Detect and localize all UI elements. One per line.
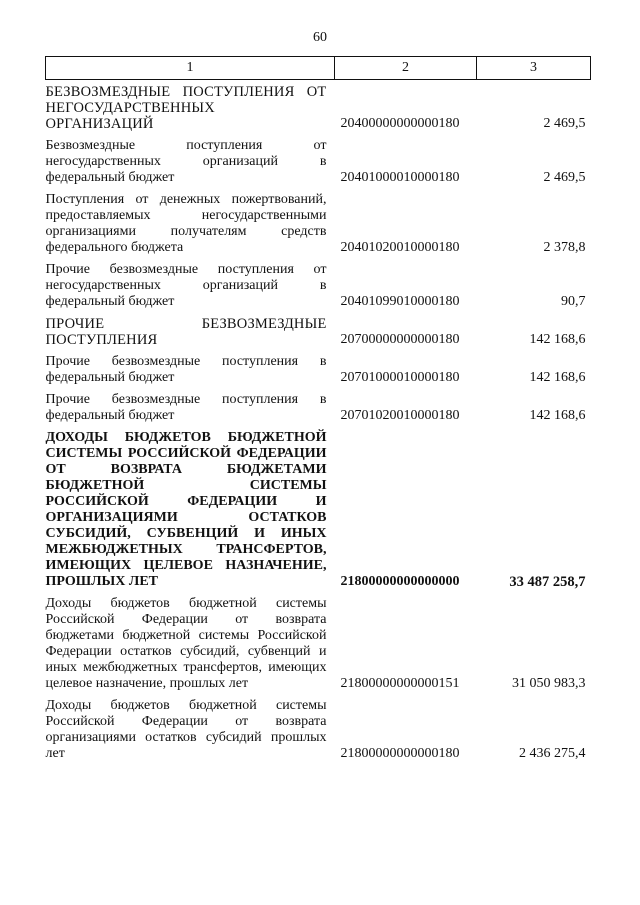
row-description: Прочие безвозмездные поступления в федеральный бюджет	[45, 354, 327, 385]
row-code: 20701000010000180	[340, 370, 460, 385]
row-description: ПРОЧИЕ БЕЗВОЗМЕЗДНЫЕ ПОСТУПЛЕНИЯ	[45, 316, 327, 348]
table-row	[46, 310, 591, 348]
table-row	[46, 424, 591, 590]
row-description: Прочие безвозмездные поступления от негосударственных организаций в федеральный бюджет	[45, 262, 327, 309]
table-row	[46, 386, 591, 424]
table-row	[46, 590, 591, 692]
row-code: 20701020010000180	[340, 408, 460, 423]
page-number: 60	[313, 30, 327, 45]
row-code: 20401020010000180	[340, 240, 460, 255]
table-row	[46, 80, 591, 133]
row-amount: 90,7	[561, 294, 586, 309]
row-description: Прочие безвозмездные поступления в федеральный бюджет	[45, 392, 327, 423]
row-amount: 2 469,5	[543, 116, 586, 131]
row-code: 20400000000000180	[340, 116, 460, 131]
row-amount: 142 168,6	[529, 332, 586, 347]
table-header-row	[46, 57, 591, 80]
row-description: ДОХОДЫ БЮДЖЕТОВ БЮДЖЕТНОЙ СИСТЕМЫ РОССИЙСКОЙ ФЕДЕРАЦИИ ОТ ВОЗВРАТА БЮДЖЕТАМИ БЮДЖЕТНОЙ СИСТЕМЫ РОССИЙСКОЙ ФЕДЕРАЦИИ И ОРГАНИЗАЦИЯМИ ОСТАТКОВ СУБСИДИЙ, СУБВЕНЦИЙ И ИНЫХ МЕЖБЮДЖЕТНЫХ ТРАНСФЕРТОВ, ИМЕЮЩИХ ЦЕЛЕВОЕ НАЗНАЧЕНИЕ, ПРОШЛЫХ ЛЕТ	[45, 430, 327, 589]
table-row	[46, 692, 591, 762]
table-row	[46, 132, 591, 186]
table-row	[46, 256, 591, 310]
row-code: 21800000000000000	[340, 574, 460, 589]
column-header-3: 3	[477, 57, 591, 80]
row-code: 20700000000000180	[340, 332, 460, 347]
row-description: Доходы бюджетов бюджетной системы Российской Федерации от возврата бюджетами бюджетной системы Российской Федерации остатков субсидий, субвенций и иных межбюджетных трансфертов, имеющих целевое назначение, прошлых лет	[45, 596, 327, 691]
column-header-1: 1	[46, 57, 335, 80]
row-code: 21800000000000151	[340, 676, 460, 691]
row-code: 20401000010000180	[340, 170, 460, 185]
row-amount: 31 050 983,3	[512, 676, 586, 691]
row-amount: 142 168,6	[529, 408, 586, 423]
table-row	[46, 348, 591, 386]
row-description: Поступления от денежных пожертвований, предоставляемых негосударственными организациями получателям средств федерального бюджета	[45, 192, 327, 255]
row-code: 20401099010000180	[340, 294, 460, 309]
row-description: Доходы бюджетов бюджетной системы Российской Федерации от возврата организациями остатков субсидий прошлых лет	[45, 698, 327, 761]
column-header-2: 2	[335, 57, 477, 80]
row-amount: 142 168,6	[529, 370, 586, 385]
row-description: БЕЗВОЗМЕЗДНЫЕ ПОСТУПЛЕНИЯ ОТ НЕГОСУДАРСТВЕННЫХ ОРГАНИЗАЦИЙ	[45, 84, 327, 132]
row-amount: 2 436 275,4	[519, 746, 586, 761]
row-amount: 2 378,8	[543, 240, 586, 255]
row-code: 21800000000000180	[340, 746, 460, 761]
row-amount: 2 469,5	[543, 170, 586, 185]
table-row	[46, 186, 591, 256]
row-amount: 33 487 258,7	[509, 574, 586, 590]
row-description: Безвозмездные поступления от негосударственных организаций в федеральный бюджет	[45, 138, 327, 185]
revenue-table	[45, 56, 591, 762]
